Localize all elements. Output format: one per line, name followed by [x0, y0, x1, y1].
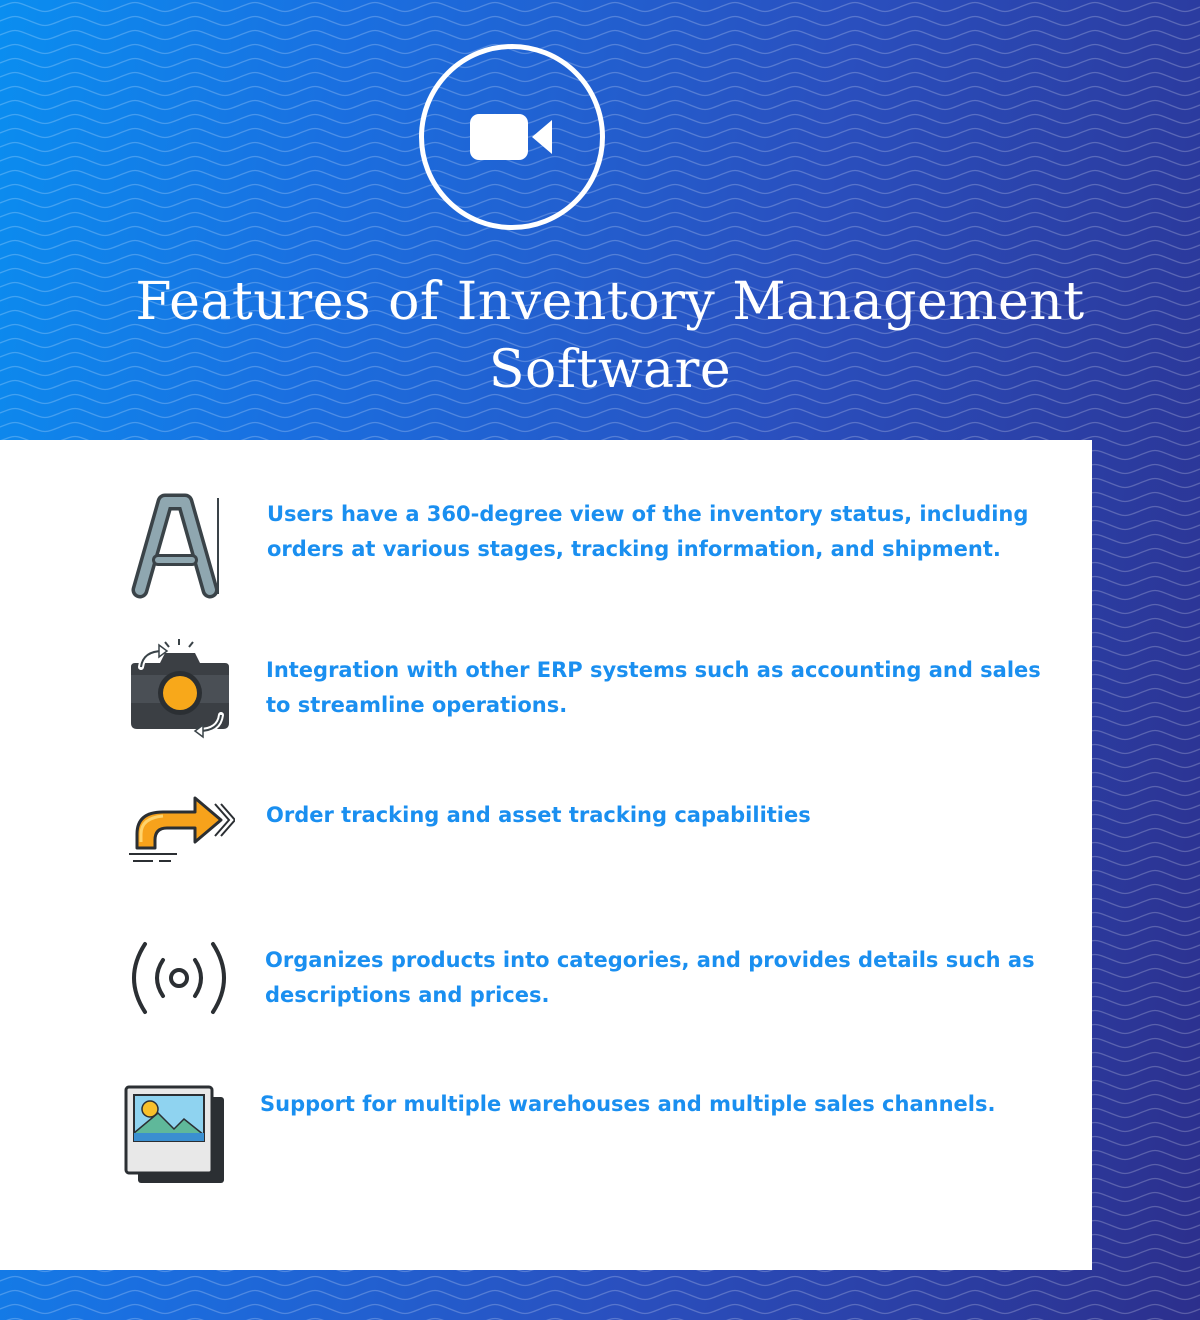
video-camera-badge — [419, 44, 605, 230]
forward-arrow-icon — [125, 790, 235, 870]
video-camera-icon — [470, 112, 554, 162]
feature-text-5: Support for multiple warehouses and multiple sales channels. — [260, 1092, 996, 1116]
feature-text-1: Users have a 360-degree view of the inventory status, including orders at various stages, tracking information, and shipment. — [267, 502, 1029, 561]
feature-text-4: Organizes products into categories, and provides details such as descriptions and prices. — [265, 948, 1035, 1007]
page-title: Features of Inventory Management Software — [135, 272, 1085, 400]
picture-gallery-icon — [122, 1083, 232, 1188]
feature-text-3: Order tracking and asset tracking capabilities — [266, 803, 811, 827]
camera-sync-icon — [125, 635, 235, 740]
feature-text-2: Integration with other ERP systems such as accounting and sales to streamline operations. — [266, 658, 1041, 717]
broadcast-signal-icon — [125, 938, 235, 1018]
letter-a-text-cursor-icon — [130, 490, 230, 600]
